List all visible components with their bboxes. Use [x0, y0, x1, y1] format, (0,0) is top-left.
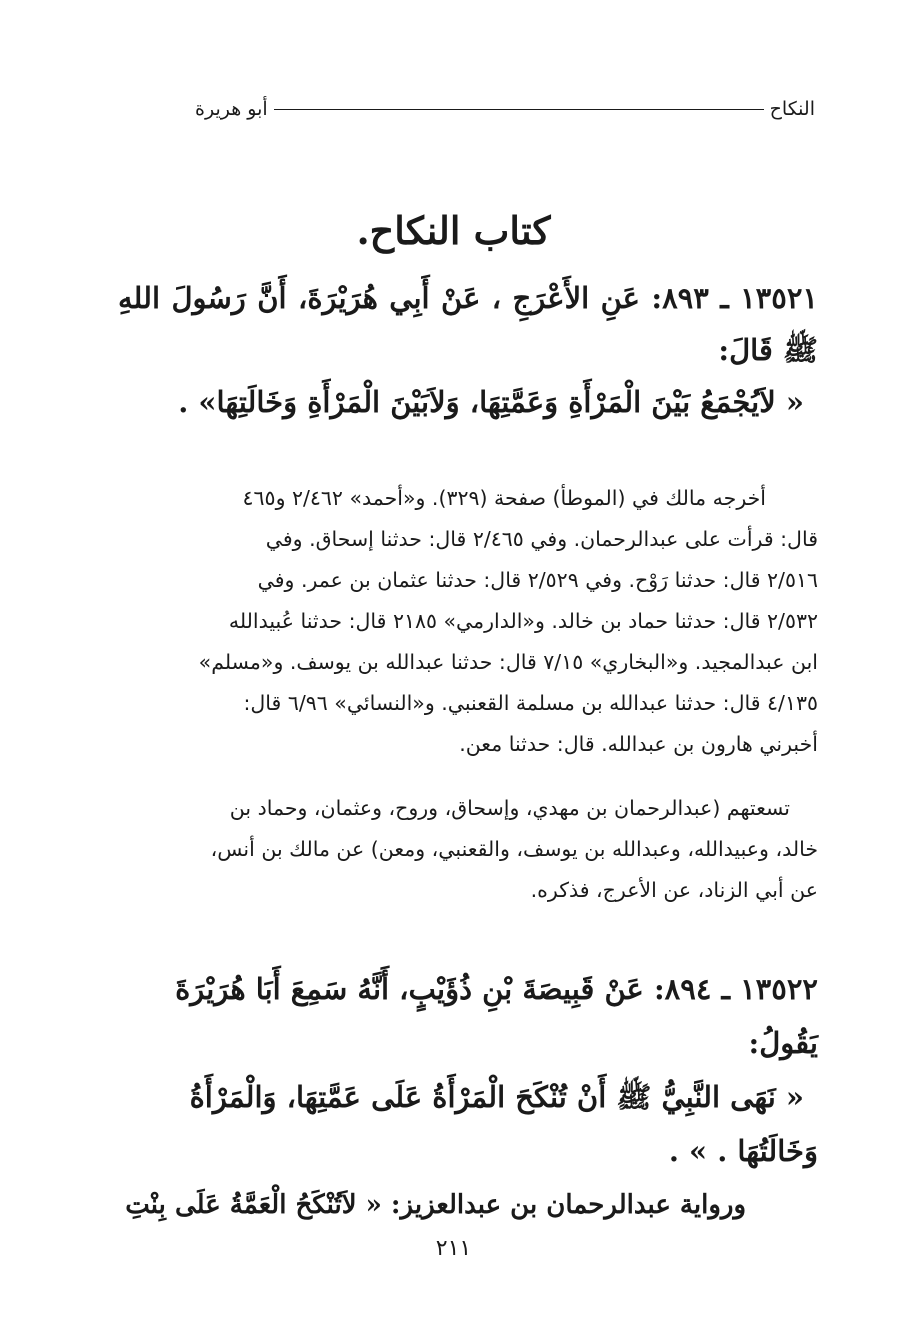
- takhrij-line: ٤/١٣٥ قال: حدثنا عبدالله بن مسلمة القعنبي. و«النسائي» ٦/٩٦ قال:: [243, 691, 818, 715]
- summary-line: عن أبي الزناد، عن الأعرج، فذكره.: [530, 878, 818, 902]
- summary-line: خالد، وعبيدالله، وعبدالله بن يوسف، والقعنبي، ومعن) عن مالك بن أنس،: [210, 837, 818, 861]
- hadith-2: [118, 962, 818, 1232]
- header-narrator: أبو هريرة: [195, 98, 268, 120]
- hadith-2-line: « نَهَى النَّبِيُّ ﷺ أَنْ تُنْكَحَ الْمَرْأَةُ عَلَى عَمَّتِهَا، وَالْمَرْأَةُ: [189, 1080, 804, 1114]
- header-chapter: النكاح: [769, 98, 815, 120]
- running-header: [195, 92, 815, 126]
- hadith-1-line: ١٣٥٢١ ـ ٨٩٣: عَنِ الأَعْرَجِ ، عَنْ أَبِي هُرَيْرَةَ، أَنَّ رَسُولَ اللهِ: [118, 281, 818, 315]
- hadith-1: [118, 272, 818, 428]
- takhrij-line: ٢/٥٣٢ قال: حدثنا حماد بن خالد. و«الدارمي» ٢١٨٥ قال: حدثنا عُبيدالله: [228, 609, 818, 633]
- hadith-1-line: « لاَيُجْمَعُ بَيْنَ الْمَرْأَةِ وَعَمَّتِهَا، وَلاَبَيْنَ الْمَرْأَةِ وَخَالَتِهَا» .: [178, 385, 804, 419]
- hadith-2-line: وَخَالَتُهَا . » .: [668, 1134, 818, 1168]
- takhrij-line: أخرجه مالك في (الموطأ) صفحة (٣٢٩). و«أحمد» ٢/٤٦٢ و٤٦٥: [242, 486, 766, 510]
- summary-line: تسعتهم (عبدالرحمان بن مهدي، وإسحاق، وروح، وعثمان، وحماد بن: [229, 796, 790, 820]
- takhrij-1: [118, 478, 818, 765]
- hadith-2-line: ١٣٥٢٢ ـ ٨٩٤: عَنْ قَبِيصَةَ بْنِ ذُؤَيْبٍ، أَنَّهُ سَمِعَ أَبَا هُرَيْرَةَ: [175, 972, 818, 1006]
- page-number: ٢١١: [435, 1236, 472, 1261]
- takhrij-line: ابن عبدالمجيد. و«البخاري» ٧/١٥ قال: حدثنا عبدالله بن يوسف. و«مسلم»: [198, 650, 818, 674]
- header-rule: [274, 109, 764, 110]
- hadith-2-line: يَقُولُ:: [748, 1026, 818, 1060]
- book-title: كتاب النكاح.: [356, 208, 551, 253]
- hadith-2-line: ورواية عبدالرحمان بن عبدالعزيز: « لاَتُنْكَحُ الْعَمَّةُ عَلَى بِنْتِ: [125, 1190, 746, 1220]
- takhrij-line: أخبرني هارون بن عبدالله. قال: حدثنا معن.: [459, 732, 818, 756]
- takhrij-line: ٢/٥١٦ قال: حدثنا رَوْح. وفي ٢/٥٢٩ قال: حدثنا عثمان بن عمر. وفي: [257, 568, 818, 592]
- takhrij-line: قال: قرأت على عبدالرحمان. وفي ٢/٤٦٥ قال: حدثنا إسحاق. وفي: [265, 527, 818, 551]
- isnad-summary-1: [118, 788, 818, 911]
- hadith-1-line: ﷺ قَالَ:: [718, 333, 818, 367]
